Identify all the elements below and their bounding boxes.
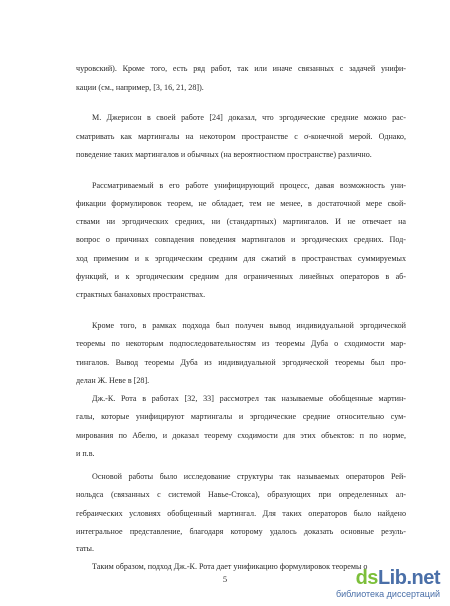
text-line: мирования по Абелю, и доказал теорему сходимости для этих объектов: п по норме, [76, 430, 406, 440]
site-watermark [320, 567, 440, 603]
text-line: Основой работы было исследование структуры так называемых операторов Рей- [92, 472, 406, 482]
text-line: Дж.-К. Рота в работах [32, 33] рассмотрел так называемые обобщенные мартин- [92, 394, 406, 404]
text-line: гебраических условиях обобщенный мартингал. Для таких операторов было найдено [76, 508, 406, 518]
dslib-logo [356, 567, 440, 589]
text-line: делан Ж. Неве в [28]. [76, 375, 150, 385]
page-number: 5 [222, 574, 228, 584]
text-line: интегральное представление, благодаря которому удалось доказать основные резуль- [76, 526, 406, 536]
text-line: сматривать как мартингалы на некотором пространстве с σ-конечной мерой. Однако, [76, 131, 406, 141]
text-line: функций, и к эргодическим средним для ограниченных линейных операторов в аб- [76, 272, 406, 282]
text-line: таты. [76, 544, 95, 554]
text-line: страктных банаховых пространствах. [76, 290, 206, 300]
text-line: М. Джерисон в своей работе [24] доказал, что эргодические средние можно рас- [92, 113, 406, 123]
text-line: и п.в. [76, 449, 95, 459]
text-line: чуровский). Кроме того, есть ряд работ, так или иначе связанных с задачей унифи- [76, 64, 406, 74]
text-line: теоремы по некоторым подпоследовательностям из теоремы Дуба о сходимости мар- [76, 339, 406, 349]
logo-ds: ds [355, 567, 378, 589]
text-line: поведение таких мартингалов и обычных (на вероятностном пространстве) различно. [76, 149, 372, 159]
text-line: кации (см., например, [3, 16, 21, 28]). [76, 82, 204, 92]
watermark-subtitle: библиотека диссертаций [335, 589, 440, 599]
text-line: Кроме того, в рамках подхода был получен вывод индивидуальной эргодической [92, 321, 406, 331]
logo-lib: Lib [377, 567, 407, 589]
text-line: ствами ни эргодических средних, ни (стандартных) мартингалов. И не отвечает на [76, 217, 406, 227]
text-line: Таким образом, подход Дж.-К. Рота дает унификацию формулировок теоремы о [92, 561, 368, 571]
text-line: Рассматриваемый в его работе унифицирующий процесс, давая возможность уни- [92, 180, 406, 190]
text-line: галы, которые унифицируют мартингалы и эргодические средние относительно сум- [76, 412, 406, 422]
text-line: ход применим и к эргодическим средним для сжатий в пространствах суммируемых [76, 253, 406, 263]
text-line: нольдса (связанных с системой Навье-Стокса), образующих при определенных ал- [76, 490, 406, 500]
text-line: вопрос о причинах совпадения поведения мартингалов и эргодических средних. Под- [76, 235, 406, 245]
logo-net: .net [406, 567, 440, 589]
text-line: фикации формулировок теорем, не обладает, тем не менее, в достаточной мере свой- [76, 198, 406, 208]
text-line: тингалов. Вывод теоремы Дуба из индивидуальной эргодической теоремы был про- [76, 357, 406, 367]
